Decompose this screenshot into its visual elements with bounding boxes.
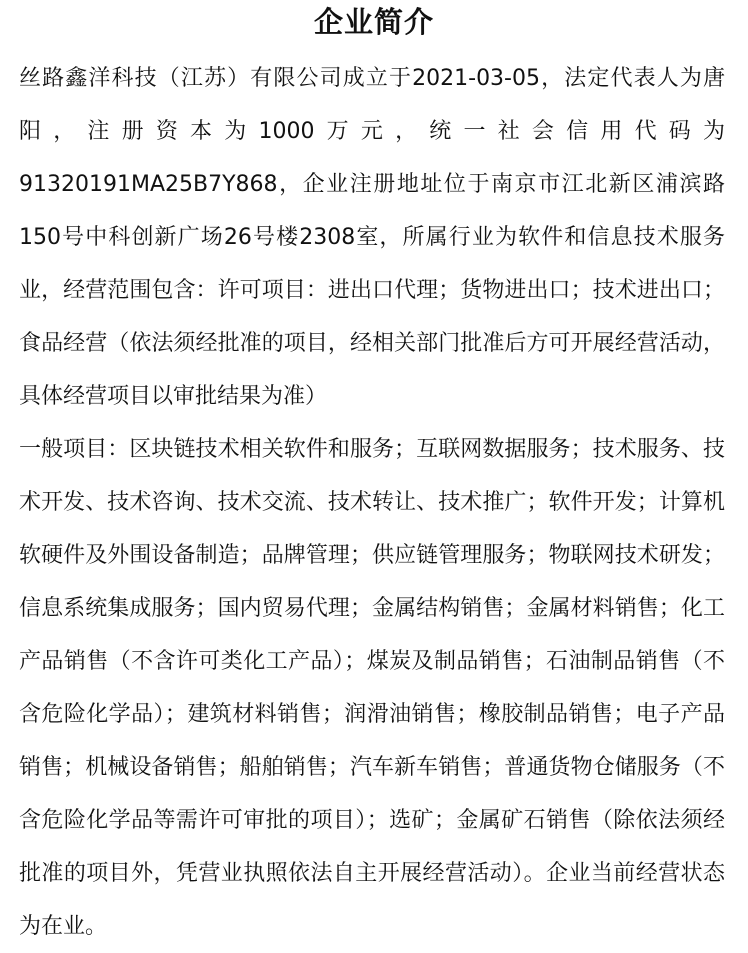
page-title: 企业简介 <box>313 5 434 39</box>
document-body <box>19 52 725 953</box>
paragraph-company-info: 丝路鑫洋科技（江苏）有限公司成立于2021-03-05，法定代表人为唐阳，注册资本为1000万元，统一社会信用代码为91320191MA25B7Y868，企业注册地址位于南京市江北新区浦滨路150号中科创新广场26号楼2308室，所属行业为软件和信息技术服务业，经营范围包含：许可项目：进出口代理；货物进出口；技术进出口；食品经营（依法须经批准的项目，经相关部门批准后方可开展经营活动，具体经营项目以审批结果为准） <box>19 66 725 409</box>
paragraph-general-business-scope: 一般项目：区块链技术相关软件和服务；互联网数据服务；技术服务、技术开发、技术咨询、技术交流、技术转让、技术推广；软件开发；计算机软硬件及外围设备制造；品牌管理；供应链管理服务；物联网技术研发；信息系统集成服务；国内贸易代理；金属结构销售；金属材料销售；化工产品销售（不含许可类化工产品）；煤炭及制品销售；石油制品销售（不含危险化学品）；建筑材料销售；润滑油销售；橡胶制品销售；电子产品销售；机械设备销售；船舶销售；汽车新车销售；普通货物仓储服务（不含危险化学品等需许可审批的项目）；选矿；金属矿石销售（除依法须经批准的项目外，凭营业执照依法自主开展经营活动）。企业当前经营状态为在业。 <box>19 437 725 939</box>
